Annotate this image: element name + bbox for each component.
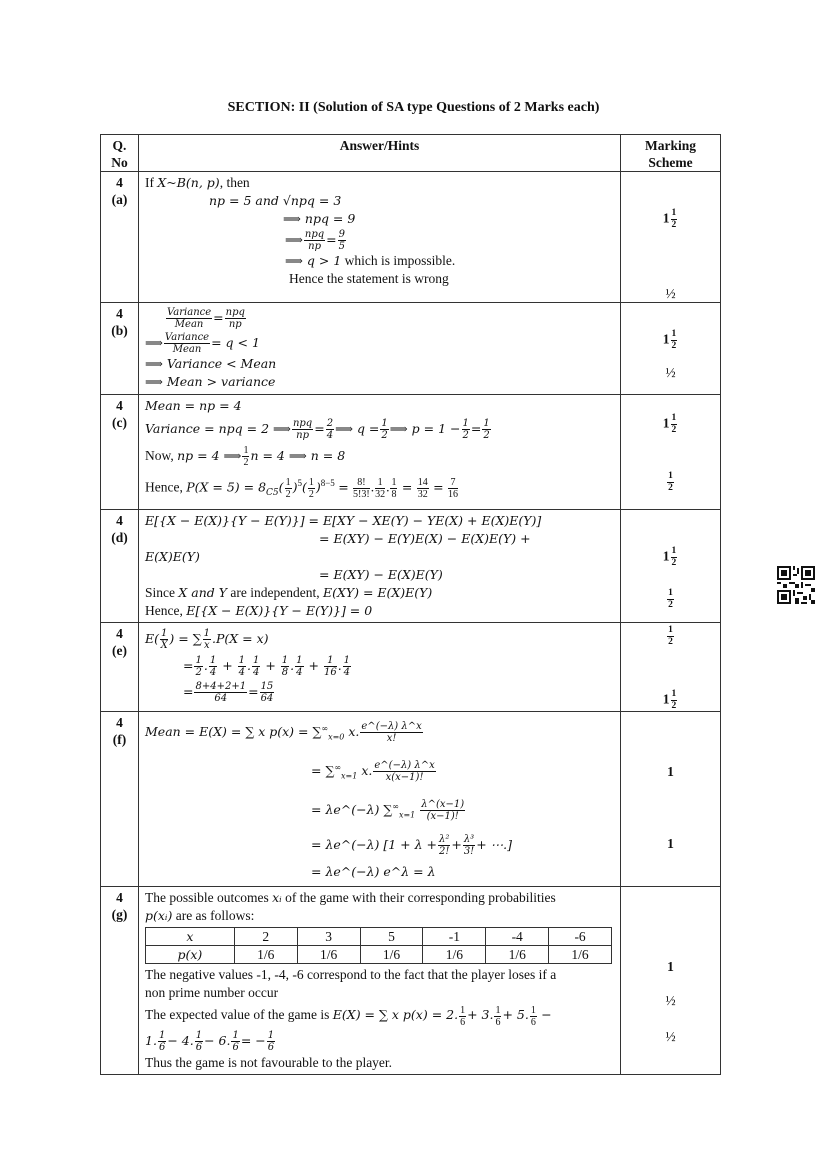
outcome-cell: 2: [234, 928, 297, 946]
marking-cell: [621, 172, 721, 303]
outcome-cell: -4: [486, 928, 549, 946]
mark: 1 $\frac{1}{2}$: [662, 413, 677, 435]
marking-cell: [621, 395, 721, 510]
answer-cell: Mean = np = 4 Variance = npq = 2 ⟹ npq np = $\frac{2}{4}$ ⟹ q = $\frac{1}{2}$ ⟹ p = 1 − $\frac{1}{2}$ = $\frac{1}{2}$ Now, np = 4 ⟹ $\frac{1}{2}$ n = 4 ⟹ n = 8 Hence, $P(X = 5) = 8_{C5}$( $\frac{1}{2}$ )$^5$( $\frac{1}{2}$ )$^{8-5}$ = $\frac{8!}{5!3!}$ . $\frac{1}{32}$ . $\frac{1}{8}$ = $\frac{14}{32}$ = $\frac{7}{16}$: [139, 395, 621, 510]
question-number: 4 (b): [101, 303, 139, 395]
p-label: p(x): [146, 946, 235, 964]
row-4b: [101, 303, 721, 395]
outcome-row: [146, 928, 612, 946]
mark: $\frac{1}{2}$: [668, 471, 673, 493]
fraction: $\frac{1}{4}$: [209, 655, 217, 679]
marking-header: Marking Scheme: [621, 135, 721, 172]
probability-cell: 1/6: [486, 946, 549, 964]
row-4d: [101, 510, 721, 623]
answer-cell: Variance Mean = npq np ⟹ Variance Mean = q < 1 ⟹ Variance < Mean ⟹ Mean > variance: [139, 303, 621, 395]
mark: 1 $\frac{1}{2}$: [662, 329, 677, 351]
marking-cell: [621, 510, 721, 623]
answer-cell: E( $\frac{1}{X}$ ) = ∑ $\frac{1}{x}$ .P(X = x) = $\frac{1}{2}$ . $\frac{1}{4}$ + $\frac{1}{4}$ . $\frac{1}{4}$ + $\frac{1}{8}$ . $\frac{1}{4}$ + $\frac{1}{16}$ . $\frac{1}{4}$ = $\frac{8+4+2+1}{64}$ = $\frac{15}{64}$: [139, 623, 621, 712]
mark: 1: [667, 959, 674, 975]
marking-cell: [621, 623, 721, 712]
row-4e: [101, 623, 721, 712]
mark: $\frac{1}{2}$: [668, 625, 673, 648]
x-label: x: [146, 928, 235, 946]
row-4c: [101, 395, 721, 510]
fraction: $\frac{1}{4}$: [343, 655, 351, 679]
mark: 1 $\frac{1}{2}$: [662, 546, 677, 569]
probability-cell: 1/6: [360, 946, 423, 964]
question-number: 4 (a): [101, 172, 139, 303]
row-4a: [101, 172, 721, 303]
question-number: 4 (c): [101, 395, 139, 510]
fraction: $\frac{1}{2}$: [195, 655, 202, 679]
mark: ½: [665, 1029, 676, 1045]
mark: $\frac{1}{2}$: [668, 588, 673, 611]
mark: ½: [665, 286, 676, 301]
solutions-table: [100, 134, 721, 1075]
row-4g: [101, 887, 721, 1075]
header-row: [101, 135, 721, 172]
fraction: $\frac{1}{8}$: [281, 655, 289, 679]
outcome-cell: -6: [549, 928, 612, 946]
answer-cell: If X~B(n, p), then np = 5 and √npq = 3 ⟹ npq = 9 ⟹ npq np = $\frac{9}{5}$ ⟹ q > 1 which is impossible. Hence the statement is wrong: [139, 172, 621, 303]
probability-cell: 1/6: [297, 946, 360, 964]
answer-cell: E[{X − E(X)}{Y − E(Y)}] = E[XY − XE(Y) − YE(X) + E(X)E(Y)] = E(XY) − E(Y)E(X) − E(X)E(Y) + E(X)E(Y) = E(XY) − E(X)E(Y) Since X and Y are independent, E(XY) = E(X)E(Y) Hence, E[{X − E(X)}{Y − E(Y)}] = 0: [139, 510, 621, 623]
fraction: $\frac{1}{4}$: [238, 655, 246, 679]
question-number: 4 (g): [101, 887, 139, 1075]
qno-header: Q. No: [101, 135, 139, 172]
outcome-cell: 5: [360, 928, 423, 946]
mark: ½: [665, 365, 676, 380]
outcome-cell: 3: [297, 928, 360, 946]
mark: 1: [667, 836, 674, 852]
row-4f: [101, 712, 721, 887]
probability-row: [146, 946, 612, 964]
answer-cell: The possible outcomes xᵢ of the game with their corresponding probabilities p(xᵢ) are as follows: x 2 3 5 -1 -4 -6 p(x) 1/6 1/6 1/6 1/6 1/6 1/6 The negative values -1, -4, -6 correspond to the fact that the player loses if a non prime number occur The expected value of the game is E(X) = ∑ x p(x) = 2. $\frac{1}{6}$ + 3. $\frac{1}{6}$ + 5. $\frac{1}{6}$ − 1. $\frac{1}{6}$ − 4. $\frac{1}{6}$ − 6. $\frac{1}{6}$ = − $\frac{1}{6}$ Thus the game is not favourable to the player.: [139, 887, 621, 1075]
marking-cell: [621, 887, 721, 1075]
marking-cell: [621, 303, 721, 395]
qr-code-icon: [777, 566, 815, 604]
fraction: $\frac{1}{4}$: [253, 655, 260, 679]
fraction: $\frac{1}{16}$: [323, 655, 337, 679]
question-number: 4 (e): [101, 623, 139, 712]
answer-header: Answer/Hints: [139, 135, 621, 172]
mark: ½: [665, 993, 676, 1009]
outcome-cell: -1: [423, 928, 486, 946]
answer-cell: Mean = E(X) = ∑ x $p(x) = \sum^\infty_{x=0}$ x. $\frac{e\^{}(-\lambda) \lambda\^{}x}{x!}$ = $\sum^\infty_{x=1}$ x. $\frac{e\^{}(-\lambda) \lambda\^{}x}{x(x-1)!}$ = λe^(−λ) $\sum^\infty_{x=1}$ $\frac{\lambda\^{}(x-1)}{(x-1)!}$ = λe^(−λ) [1 + λ + $\frac{\text{λ²}}{2!}$ + $\frac{\text{λ³}}{3!}$ + ⋯.] = λe^(−λ) e^λ = λ: [139, 712, 621, 887]
probability-cell: 1/6: [549, 946, 612, 964]
probability-cell: 1/6: [423, 946, 486, 964]
question-number: 4 (f): [101, 712, 139, 887]
probability-cell: 1/6: [234, 946, 297, 964]
fraction: $\frac{1}{4}$: [296, 655, 303, 679]
section-title: SECTION: II (Solution of SA type Questions of 2 Marks each): [227, 100, 600, 115]
outcomes-table: [145, 927, 612, 964]
question-number: 4 (d): [101, 510, 139, 623]
mark: 1 $\frac{1}{2}$: [662, 689, 677, 712]
marking-cell: [621, 712, 721, 887]
mark: 1 $\frac{1}{2}$: [662, 208, 677, 230]
mark: 1: [667, 764, 674, 780]
